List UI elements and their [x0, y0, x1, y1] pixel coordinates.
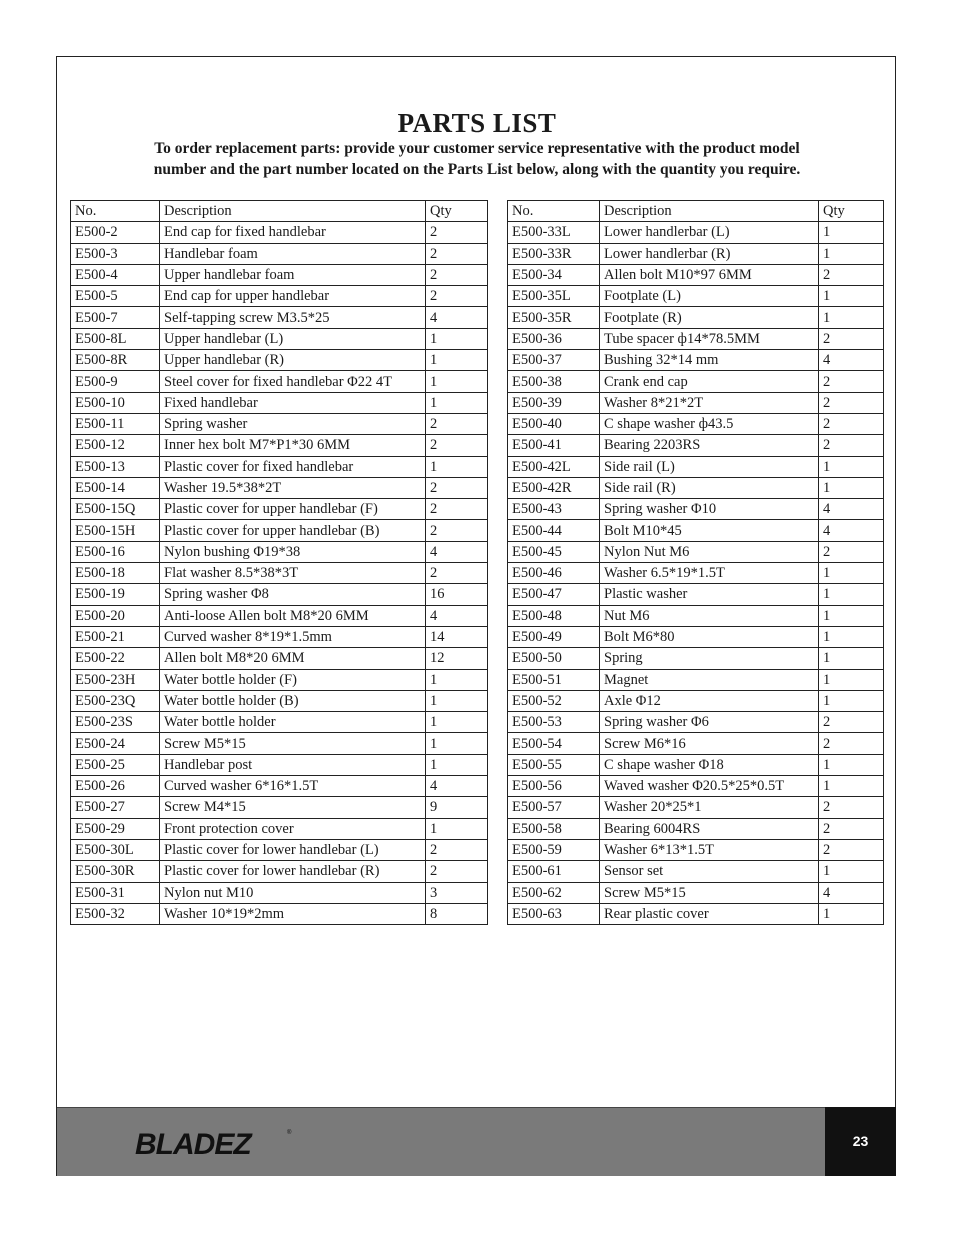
- part-qty: 2: [819, 328, 884, 349]
- part-qty: 1: [426, 712, 488, 733]
- table-row: [508, 626, 884, 647]
- part-number: E500-59: [508, 839, 600, 860]
- part-qty: 4: [819, 882, 884, 903]
- header-no: No.: [508, 201, 600, 222]
- part-qty: 2: [426, 413, 488, 434]
- part-description: Washer 20*25*1: [600, 797, 819, 818]
- table-row: [71, 690, 488, 711]
- table-row: [508, 307, 884, 328]
- table-row: [71, 477, 488, 498]
- part-qty: 1: [819, 605, 884, 626]
- table-row: [71, 712, 488, 733]
- table-row: [71, 307, 488, 328]
- part-qty: 2: [819, 435, 884, 456]
- part-description: Upper handlebar (L): [160, 328, 426, 349]
- table-row: [508, 499, 884, 520]
- part-number: E500-42R: [508, 477, 600, 498]
- table-row: [508, 690, 884, 711]
- part-number: E500-8L: [71, 328, 160, 349]
- part-qty: 4: [819, 520, 884, 541]
- part-qty: 1: [426, 754, 488, 775]
- part-description: Spring washer Φ6: [600, 712, 819, 733]
- part-description: Spring washer Φ10: [600, 499, 819, 520]
- part-qty: 1: [819, 477, 884, 498]
- table-row: [508, 584, 884, 605]
- table-row: [508, 605, 884, 626]
- part-qty: 1: [426, 392, 488, 413]
- table-row: [508, 392, 884, 413]
- part-description: Footplate (L): [600, 286, 819, 307]
- part-number: E500-46: [508, 563, 600, 584]
- part-qty: 1: [819, 669, 884, 690]
- table-row: [508, 286, 884, 307]
- part-description: Fixed handlebar: [160, 392, 426, 413]
- table-row: [71, 733, 488, 754]
- part-number: E500-50: [508, 648, 600, 669]
- part-qty: 1: [426, 669, 488, 690]
- part-description: Screw M5*15: [160, 733, 426, 754]
- part-number: E500-8R: [71, 350, 160, 371]
- part-qty: 4: [426, 307, 488, 328]
- part-number: E500-39: [508, 392, 600, 413]
- table-row: [508, 243, 884, 264]
- table-row: [508, 797, 884, 818]
- part-number: E500-12: [71, 435, 160, 456]
- part-description: Handlebar foam: [160, 243, 426, 264]
- table-row: [508, 328, 884, 349]
- part-number: E500-21: [71, 626, 160, 647]
- part-description: Screw M6*16: [600, 733, 819, 754]
- part-description: Plastic washer: [600, 584, 819, 605]
- part-description: Washer 8*21*2T: [600, 392, 819, 413]
- part-qty: 2: [819, 712, 884, 733]
- part-qty: 1: [819, 648, 884, 669]
- part-description: Lower handlerbar (L): [600, 222, 819, 243]
- table-row: [508, 520, 884, 541]
- parts-table-left: [70, 200, 488, 925]
- part-number: E500-15Q: [71, 499, 160, 520]
- part-qty: 1: [426, 371, 488, 392]
- part-description: Upper handlebar (R): [160, 350, 426, 371]
- part-description: Magnet: [600, 669, 819, 690]
- part-qty: 1: [819, 563, 884, 584]
- part-number: E500-61: [508, 861, 600, 882]
- part-qty: 1: [819, 861, 884, 882]
- part-description: Plastic cover for lower handlebar (R): [160, 861, 426, 882]
- part-number: E500-42L: [508, 456, 600, 477]
- part-description: Plastic cover for upper handlebar (F): [160, 499, 426, 520]
- part-number: E500-62: [508, 882, 600, 903]
- table-row: [71, 264, 488, 285]
- part-qty: 4: [426, 541, 488, 562]
- part-number: E500-45: [508, 541, 600, 562]
- part-qty: 1: [819, 776, 884, 797]
- table-row: [71, 435, 488, 456]
- part-qty: 1: [426, 818, 488, 839]
- table-row: [71, 328, 488, 349]
- table-row: [71, 754, 488, 775]
- table-row: [508, 776, 884, 797]
- part-qty: 2: [819, 818, 884, 839]
- part-number: E500-13: [71, 456, 160, 477]
- part-number: E500-38: [508, 371, 600, 392]
- part-number: E500-34: [508, 264, 600, 285]
- table-row: [71, 605, 488, 626]
- table-row: [71, 456, 488, 477]
- part-qty: 1: [819, 584, 884, 605]
- part-description: Washer 6*13*1.5T: [600, 839, 819, 860]
- part-number: E500-33L: [508, 222, 600, 243]
- part-description: Washer 19.5*38*2T: [160, 477, 426, 498]
- table-row: [71, 350, 488, 371]
- part-number: E500-23Q: [71, 690, 160, 711]
- table-row: [508, 669, 884, 690]
- part-description: Footplate (R): [600, 307, 819, 328]
- part-number: E500-9: [71, 371, 160, 392]
- table-row: [508, 882, 884, 903]
- part-number: E500-4: [71, 264, 160, 285]
- part-description: Bolt M6*80: [600, 626, 819, 647]
- part-qty: 1: [819, 903, 884, 924]
- part-number: E500-31: [71, 882, 160, 903]
- part-qty: 2: [819, 392, 884, 413]
- part-description: Rear plastic cover: [600, 903, 819, 924]
- part-number: E500-63: [508, 903, 600, 924]
- part-qty: 2: [819, 413, 884, 434]
- part-description: Nylon nut M10: [160, 882, 426, 903]
- part-number: E500-22: [71, 648, 160, 669]
- part-description: Side rail (L): [600, 456, 819, 477]
- part-number: E500-23S: [71, 712, 160, 733]
- part-description: Sensor set: [600, 861, 819, 882]
- part-number: E500-53: [508, 712, 600, 733]
- table-row: [71, 541, 488, 562]
- part-qty: 9: [426, 797, 488, 818]
- part-description: Allen bolt M10*97 6MM: [600, 264, 819, 285]
- part-description: Anti-loose Allen bolt M8*20 6MM: [160, 605, 426, 626]
- part-number: E500-54: [508, 733, 600, 754]
- part-qty: 2: [819, 733, 884, 754]
- table-row: [508, 541, 884, 562]
- header-description: Description: [600, 201, 819, 222]
- table-row: [71, 839, 488, 860]
- part-number: E500-33R: [508, 243, 600, 264]
- table-row: [71, 584, 488, 605]
- part-description: Axle Φ12: [600, 690, 819, 711]
- part-description: Upper handlebar foam: [160, 264, 426, 285]
- part-description: Allen bolt M8*20 6MM: [160, 648, 426, 669]
- part-description: Water bottle holder (F): [160, 669, 426, 690]
- part-description: Waved washer Φ20.5*25*0.5T: [600, 776, 819, 797]
- part-qty: 1: [819, 243, 884, 264]
- part-qty: 2: [426, 477, 488, 498]
- table-header-row: [71, 201, 488, 222]
- trademark-mark: ®: [287, 1130, 292, 1136]
- part-qty: 2: [426, 243, 488, 264]
- part-qty: 12: [426, 648, 488, 669]
- part-description: Nut M6: [600, 605, 819, 626]
- part-qty: 2: [819, 371, 884, 392]
- intro-line-2: number and the part number located on the Parts List below, along with the quantity you require.: [153, 161, 801, 178]
- part-qty: 2: [819, 541, 884, 562]
- part-number: E500-35L: [508, 286, 600, 307]
- brand-logo: BLADEZ: [135, 1128, 251, 1161]
- table-row: [71, 243, 488, 264]
- part-description: Plastic cover for fixed handlebar: [160, 456, 426, 477]
- part-qty: 2: [426, 563, 488, 584]
- part-qty: 1: [819, 690, 884, 711]
- part-description: Washer 6.5*19*1.5T: [600, 563, 819, 584]
- part-description: Bushing 32*14 mm: [600, 350, 819, 371]
- part-qty: 1: [819, 626, 884, 647]
- part-description: Screw M5*15: [600, 882, 819, 903]
- part-qty: 1: [426, 456, 488, 477]
- table-row: [508, 818, 884, 839]
- part-description: C shape washer Φ18: [600, 754, 819, 775]
- table-row: [508, 264, 884, 285]
- part-qty: 8: [426, 903, 488, 924]
- part-description: Bearing 2203RS: [600, 435, 819, 456]
- table-row: [508, 839, 884, 860]
- part-number: E500-2: [71, 222, 160, 243]
- part-number: E500-56: [508, 776, 600, 797]
- part-qty: 2: [426, 286, 488, 307]
- part-qty: 1: [426, 690, 488, 711]
- header-qty: Qty: [819, 201, 884, 222]
- part-qty: 3: [426, 882, 488, 903]
- part-qty: 2: [426, 435, 488, 456]
- table-row: [508, 648, 884, 669]
- part-number: E500-36: [508, 328, 600, 349]
- part-number: E500-41: [508, 435, 600, 456]
- table-row: [508, 371, 884, 392]
- part-description: Washer 10*19*2mm: [160, 903, 426, 924]
- part-number: E500-44: [508, 520, 600, 541]
- part-number: E500-16: [71, 541, 160, 562]
- part-description: Spring washer Φ8: [160, 584, 426, 605]
- table-row: [508, 733, 884, 754]
- table-row: [71, 520, 488, 541]
- table-row: [508, 563, 884, 584]
- part-description: Flat washer 8.5*38*3T: [160, 563, 426, 584]
- part-description: Inner hex bolt M7*P1*30 6MM: [160, 435, 426, 456]
- part-qty: 1: [819, 307, 884, 328]
- part-number: E500-23H: [71, 669, 160, 690]
- part-qty: 2: [819, 797, 884, 818]
- part-description: Nylon bushing Φ19*38: [160, 541, 426, 562]
- part-description: Water bottle holder (B): [160, 690, 426, 711]
- table-row: [71, 776, 488, 797]
- part-qty: 2: [426, 520, 488, 541]
- part-number: E500-47: [508, 584, 600, 605]
- part-number: E500-5: [71, 286, 160, 307]
- table-row: [508, 222, 884, 243]
- part-qty: 4: [426, 776, 488, 797]
- part-description: Lower handlerbar (R): [600, 243, 819, 264]
- part-description: Crank end cap: [600, 371, 819, 392]
- part-qty: 2: [426, 264, 488, 285]
- table-row: [508, 456, 884, 477]
- part-description: End cap for upper handlebar: [160, 286, 426, 307]
- part-description: End cap for fixed handlebar: [160, 222, 426, 243]
- table-row: [71, 797, 488, 818]
- part-qty: 2: [426, 839, 488, 860]
- part-number: E500-19: [71, 584, 160, 605]
- header-qty: Qty: [426, 201, 488, 222]
- table-row: [508, 413, 884, 434]
- part-number: E500-26: [71, 776, 160, 797]
- part-description: Handlebar post: [160, 754, 426, 775]
- part-description: Water bottle holder: [160, 712, 426, 733]
- part-number: E500-15H: [71, 520, 160, 541]
- part-description: Screw M4*15: [160, 797, 426, 818]
- parts-table-right: [507, 200, 884, 925]
- part-qty: 1: [819, 456, 884, 477]
- intro-text: [120, 138, 834, 180]
- part-description: Curved washer 6*16*1.5T: [160, 776, 426, 797]
- part-number: E500-52: [508, 690, 600, 711]
- part-number: E500-29: [71, 818, 160, 839]
- part-qty: 1: [426, 328, 488, 349]
- part-description: Side rail (R): [600, 477, 819, 498]
- part-number: E500-30L: [71, 839, 160, 860]
- part-number: E500-58: [508, 818, 600, 839]
- table-row: [71, 499, 488, 520]
- part-number: E500-55: [508, 754, 600, 775]
- part-qty: 1: [819, 754, 884, 775]
- part-number: E500-40: [508, 413, 600, 434]
- part-description: Plastic cover for upper handlebar (B): [160, 520, 426, 541]
- header-no: No.: [71, 201, 160, 222]
- part-number: E500-35R: [508, 307, 600, 328]
- part-number: E500-49: [508, 626, 600, 647]
- part-qty: 1: [819, 222, 884, 243]
- part-qty: 2: [426, 499, 488, 520]
- table-row: [71, 563, 488, 584]
- part-description: Spring: [600, 648, 819, 669]
- part-qty: 16: [426, 584, 488, 605]
- table-row: [71, 818, 488, 839]
- table-row: [508, 712, 884, 733]
- part-qty: 2: [819, 264, 884, 285]
- table-row: [71, 648, 488, 669]
- part-description: Bearing 6004RS: [600, 818, 819, 839]
- part-number: E500-48: [508, 605, 600, 626]
- table-row: [508, 903, 884, 924]
- part-qty: 4: [819, 499, 884, 520]
- part-qty: 4: [426, 605, 488, 626]
- part-description: Front protection cover: [160, 818, 426, 839]
- part-qty: 4: [819, 350, 884, 371]
- table-row: [71, 371, 488, 392]
- part-number: E500-32: [71, 903, 160, 924]
- part-description: Plastic cover for lower handlebar (L): [160, 839, 426, 860]
- part-description: Self-tapping screw M3.5*25: [160, 307, 426, 328]
- table-header-row: [508, 201, 884, 222]
- part-description: Steel cover for fixed handlebar Φ22 4T: [160, 371, 426, 392]
- part-number: E500-24: [71, 733, 160, 754]
- table-row: [508, 477, 884, 498]
- part-number: E500-30R: [71, 861, 160, 882]
- part-qty: 1: [426, 350, 488, 371]
- part-qty: 14: [426, 626, 488, 647]
- table-row: [71, 861, 488, 882]
- part-qty: 2: [426, 861, 488, 882]
- part-description: C shape washer ф43.5: [600, 413, 819, 434]
- table-row: [508, 435, 884, 456]
- page-number: 23: [852, 1133, 869, 1149]
- intro-line-1: To order replacement parts: provide your customer service representative with the product model: [154, 140, 800, 157]
- header-description: Description: [160, 201, 426, 222]
- part-number: E500-18: [71, 563, 160, 584]
- part-number: E500-25: [71, 754, 160, 775]
- table-row: [71, 882, 488, 903]
- table-row: [508, 350, 884, 371]
- table-row: [508, 861, 884, 882]
- part-qty: 1: [426, 733, 488, 754]
- part-number: E500-14: [71, 477, 160, 498]
- part-number: E500-27: [71, 797, 160, 818]
- part-number: E500-43: [508, 499, 600, 520]
- part-number: E500-7: [71, 307, 160, 328]
- table-row: [71, 222, 488, 243]
- part-number: E500-51: [508, 669, 600, 690]
- part-description: Bolt M10*45: [600, 520, 819, 541]
- table-row: [71, 626, 488, 647]
- table-row: [71, 413, 488, 434]
- part-number: E500-3: [71, 243, 160, 264]
- page-title: PARTS LIST: [397, 108, 557, 138]
- part-description: Tube spacer ф14*78.5MM: [600, 328, 819, 349]
- table-row: [71, 669, 488, 690]
- part-qty: 2: [426, 222, 488, 243]
- part-qty: 2: [819, 839, 884, 860]
- table-row: [508, 754, 884, 775]
- part-number: E500-37: [508, 350, 600, 371]
- part-number: E500-11: [71, 413, 160, 434]
- table-row: [71, 392, 488, 413]
- table-row: [71, 903, 488, 924]
- part-number: E500-57: [508, 797, 600, 818]
- part-number: E500-10: [71, 392, 160, 413]
- part-number: E500-20: [71, 605, 160, 626]
- part-description: Spring washer: [160, 413, 426, 434]
- table-row: [71, 286, 488, 307]
- part-description: Curved washer 8*19*1.5mm: [160, 626, 426, 647]
- part-description: Nylon Nut M6: [600, 541, 819, 562]
- part-qty: 1: [819, 286, 884, 307]
